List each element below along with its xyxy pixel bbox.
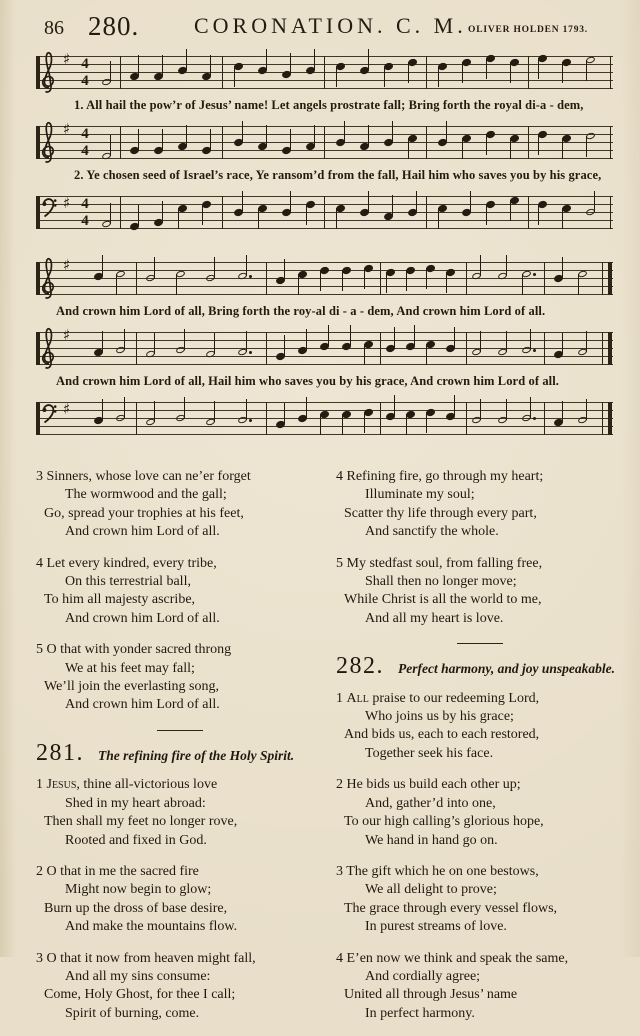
verse-line: And sanctify the whole.: [365, 524, 499, 540]
barline: [324, 196, 325, 229]
note-stem: [368, 49, 369, 70]
time-signature-digit: 4: [81, 142, 89, 159]
note-stem: [416, 191, 417, 212]
music-staff-treble: [36, 120, 613, 159]
note-stem: [454, 327, 455, 348]
note-stem: [446, 121, 447, 142]
time-signature-digit: 4: [81, 212, 89, 229]
verse-line: 4 Let every kindred, every tribe,: [36, 555, 217, 571]
note-stem: [414, 325, 415, 346]
note-stem: [154, 333, 155, 354]
hymn-verse: [36, 863, 324, 937]
verse-line: Go, spread your trophies at his feet,: [44, 505, 244, 521]
verse-line: 4 E’en now we think and speak the same,: [336, 950, 569, 966]
verse-line: 1 All praise to our redeeming Lord,: [336, 690, 540, 706]
time-signature: [78, 196, 92, 229]
note-stem: [486, 204, 487, 225]
verse-line: In perfect harmony.: [365, 1005, 475, 1021]
verse-line: And crown him Lord of all.: [65, 524, 220, 540]
verse-line: Spirit of burning, come.: [65, 1005, 200, 1021]
music-staff-treble: [36, 326, 613, 365]
note-stem: [506, 399, 507, 420]
barline: [120, 56, 121, 89]
note-stem: [124, 397, 125, 418]
note-stem: [246, 255, 247, 276]
verse-line: 3 O that it now from heaven might fall,: [36, 950, 256, 966]
time-signature-digit: 4: [81, 72, 89, 89]
final-barline-thin: [602, 402, 603, 435]
barline: [380, 332, 381, 365]
treble-clef-icon: [39, 48, 57, 98]
verse-line: Then shall my feet no longer rove,: [44, 814, 238, 830]
note-stem: [110, 61, 111, 82]
note-stem: [426, 412, 427, 433]
barline: [266, 402, 267, 435]
final-barline-thin: [602, 332, 603, 365]
note-stem: [394, 395, 395, 416]
note-stem: [506, 331, 507, 352]
augmentation-dot: [249, 275, 252, 278]
note-stem: [368, 191, 369, 212]
note-stem: [138, 55, 139, 76]
note-stem: [102, 331, 103, 352]
verse-line: Illuminate my soul;: [365, 487, 475, 503]
note-stem: [162, 55, 163, 76]
note-stem: [368, 125, 369, 146]
section-divider: [457, 643, 503, 644]
system-left-barline: [36, 402, 40, 435]
note-stem: [522, 274, 523, 295]
note-stem: [486, 58, 487, 79]
hymn-verse: [36, 950, 324, 1024]
final-barline-thick: [608, 262, 612, 295]
verse-line: And crown him Lord of all.: [65, 610, 220, 626]
barline: [120, 196, 121, 229]
note-stem: [510, 62, 511, 83]
hymn-verse: [336, 468, 624, 542]
barline: [380, 262, 381, 295]
note-stem: [392, 121, 393, 142]
verse-line: And bids us, each to each restored,: [344, 727, 540, 743]
note-stem: [342, 414, 343, 435]
note-stem: [284, 259, 285, 280]
note-stem: [162, 201, 163, 222]
augmentation-dot: [533, 349, 536, 352]
verse-line: The grace through every vessel flows,: [344, 900, 558, 916]
barline: [544, 332, 545, 365]
key-signature-sharp: ♯: [63, 50, 71, 68]
key-signature-sharp: ♯: [63, 256, 71, 274]
note-stem: [538, 204, 539, 225]
verse-line: Come, Holy Ghost, for thee I call;: [44, 987, 236, 1003]
note-stem: [384, 66, 385, 87]
music-staff-bass: [36, 196, 613, 229]
hymn-heading: [36, 739, 324, 766]
augmentation-dot: [249, 419, 252, 422]
hymn-heading-number: 282.: [336, 653, 384, 680]
note-stem: [594, 191, 595, 212]
hymn-number: 280.: [88, 11, 140, 41]
barline: [222, 196, 223, 229]
page-number: 86: [44, 17, 64, 39]
note-stem: [562, 208, 563, 229]
note-stem: [336, 208, 337, 229]
verse-line: We at his feet may fall;: [65, 660, 195, 676]
score-lyric-line: 2. Ye chosen seed of Israel’s race, Ye ransom’d from the fall, Hail him who saves you by his grace,: [74, 168, 602, 182]
note-stem: [314, 125, 315, 146]
note-stem: [210, 55, 211, 76]
note-stem: [320, 414, 321, 435]
note-stem: [438, 66, 439, 87]
verse-line: And cordially agree;: [365, 968, 481, 984]
hymn-verse: [336, 690, 624, 764]
barline: [426, 196, 427, 229]
barline: [136, 402, 137, 435]
note-stem: [202, 204, 203, 225]
note-stem: [586, 399, 587, 420]
note-stem: [246, 399, 247, 420]
left-text-column: [36, 468, 324, 1036]
bass-clef-icon: [41, 197, 57, 221]
note-stem: [538, 58, 539, 79]
barline: [324, 56, 325, 89]
verse-line: Scatter thy life through every part,: [344, 505, 537, 521]
note-stem: [562, 257, 563, 278]
note-stem: [124, 329, 125, 350]
verse-line: Who joins us by his grace;: [365, 709, 514, 725]
hymn-verse: [336, 863, 624, 937]
verse-line: To him all majesty ascribe,: [44, 592, 196, 608]
hymn-verse: [36, 555, 324, 629]
note-stem: [214, 257, 215, 278]
note-stem: [328, 325, 329, 346]
score-lyric-line: And crown him Lord of all, Bring forth the roy-al di - a - dem, And crown him Lord of all.: [56, 304, 546, 318]
verse-line: 3 Sinners, whose love can ne’er forget: [36, 469, 251, 484]
barline: [610, 126, 611, 159]
barline: [136, 262, 137, 295]
note-stem: [438, 208, 439, 229]
note-stem: [258, 208, 259, 229]
note-stem: [138, 205, 139, 226]
note-stem: [314, 49, 315, 70]
barline: [610, 56, 611, 89]
note-stem: [110, 203, 111, 224]
note-stem: [102, 255, 103, 276]
note-stem: [426, 344, 427, 365]
barline: [544, 262, 545, 295]
hymn-verse: [36, 776, 324, 850]
note-stem: [102, 399, 103, 420]
note-stem: [154, 401, 155, 422]
hymn-verse: [336, 950, 624, 1024]
note-stem: [470, 191, 471, 212]
verse-line: In purest streams of love.: [365, 919, 507, 935]
music-staff-treble: [36, 50, 613, 89]
verse-line: 2 O that in me the sacred fire: [36, 863, 199, 879]
barline: [466, 402, 467, 435]
note-stem: [284, 335, 285, 356]
note-stem: [344, 121, 345, 142]
note-stem: [184, 397, 185, 418]
key-signature-sharp: ♯: [63, 326, 71, 344]
verse-line: Shall then no longer move;: [365, 574, 517, 590]
hymn-heading-caption: The refining fire of the Holy Spirit.: [98, 747, 295, 763]
note-stem: [578, 274, 579, 295]
time-signature-digit: 4: [81, 56, 89, 72]
section-divider: [157, 730, 203, 731]
verse-line: 5 My stedfast soul, from falling free,: [336, 555, 543, 571]
music-system: [36, 50, 613, 229]
verse-line: Shed in my heart abroad:: [65, 795, 206, 811]
note-stem: [480, 331, 481, 352]
note-stem: [462, 138, 463, 159]
note-stem: [184, 329, 185, 350]
augmentation-dot: [533, 417, 536, 420]
music-staff-treble: [36, 256, 613, 295]
note-stem: [506, 255, 507, 276]
barline: [528, 56, 529, 89]
note-stem: [298, 274, 299, 295]
barline: [266, 332, 267, 365]
note-stem: [462, 62, 463, 83]
note-stem: [480, 399, 481, 420]
note-stem: [342, 270, 343, 291]
note-stem: [234, 66, 235, 87]
note-stem: [306, 397, 307, 418]
note-stem: [284, 403, 285, 424]
verse-line: Rooted and fixed in God.: [65, 832, 207, 848]
note-stem: [586, 331, 587, 352]
final-barline-thick: [608, 332, 612, 365]
barline: [610, 196, 611, 229]
verse-line: 1 Jesus, thine all-victorious love: [36, 777, 218, 793]
barline: [466, 332, 467, 365]
note-stem: [242, 121, 243, 142]
note-stem: [320, 270, 321, 291]
note-stem: [562, 62, 563, 83]
note-stem: [364, 412, 365, 433]
time-signature: [78, 56, 92, 89]
augmentation-dot: [249, 351, 252, 354]
verse-line: 3 The gift which he on one bestows,: [336, 863, 539, 879]
treble-clef-icon: [39, 324, 57, 374]
verse-line: And make the mountains flow.: [65, 919, 238, 935]
note-stem: [586, 136, 587, 157]
key-signature-sharp: ♯: [63, 194, 71, 212]
verse-line: And all my sins consume:: [65, 968, 211, 984]
treble-clef-icon: [39, 254, 57, 304]
barline: [466, 262, 467, 295]
verse-line: We hand in hand go on.: [365, 832, 498, 848]
hymn-heading-number: 281.: [36, 739, 84, 766]
barline: [544, 402, 545, 435]
note-stem: [186, 125, 187, 146]
note-stem: [350, 325, 351, 346]
note-stem: [266, 49, 267, 70]
note-stem: [214, 333, 215, 354]
system-left-barline: [36, 196, 40, 229]
time-signature: [78, 126, 92, 159]
verse-line: Together seek his face.: [365, 745, 494, 761]
note-stem: [306, 329, 307, 350]
note-stem: [530, 329, 531, 350]
note-stem: [178, 208, 179, 229]
note-stem: [530, 397, 531, 418]
time-signature-digit: 4: [81, 196, 89, 212]
verse-line: And crown him Lord of all.: [65, 697, 220, 713]
verse-line: United all through Jesus’ name: [344, 987, 518, 1003]
composer-credit: OLIVER HOLDEN 1793.: [468, 25, 588, 35]
music-score: [36, 50, 613, 435]
note-stem: [290, 191, 291, 212]
verse-line: To our high calling’s glorious hope,: [344, 814, 544, 830]
note-stem: [510, 138, 511, 159]
verse-line: On this terrestrial ball,: [65, 574, 191, 590]
barline: [324, 126, 325, 159]
note-stem: [394, 327, 395, 348]
note-stem: [406, 270, 407, 291]
note-stem: [454, 395, 455, 416]
barline: [136, 332, 137, 365]
key-signature-sharp: ♯: [63, 120, 71, 138]
right-text-column: [336, 468, 624, 1036]
treble-clef-icon: [39, 118, 57, 168]
verse-line: We’ll join the everlasting song,: [44, 679, 219, 695]
note-stem: [408, 62, 409, 83]
barline: [222, 56, 223, 89]
verse-line: 5 O that with yonder sacred throng: [36, 642, 232, 658]
verse-line: We all delight to prove;: [365, 882, 497, 898]
key-signature-sharp: ♯: [63, 400, 71, 418]
bass-clef-icon: [41, 403, 57, 427]
note-stem: [246, 331, 247, 352]
hymn-verse: [36, 641, 324, 715]
final-barline-thick: [608, 402, 612, 435]
verse-line: While Christ is all the world to me,: [344, 592, 542, 608]
note-stem: [364, 268, 365, 289]
note-stem: [306, 204, 307, 225]
note-stem: [562, 401, 563, 422]
verse-line: Might now begin to glow;: [65, 882, 212, 898]
note-stem: [510, 200, 511, 221]
note-stem: [408, 138, 409, 159]
note-stem: [266, 125, 267, 146]
note-stem: [364, 344, 365, 365]
note-stem: [110, 135, 111, 156]
note-stem: [214, 401, 215, 422]
note-stem: [290, 53, 291, 74]
small-caps-word: Jesus: [46, 777, 77, 793]
hymn-heading-caption: Perfect harmony, and joy unspeakable.: [398, 661, 615, 677]
verse-line: And all my heart is love.: [365, 610, 504, 626]
verse-line: 2 He bids us build each other up;: [336, 777, 521, 793]
note-stem: [562, 138, 563, 159]
score-lyric-line: And crown him Lord of all, Hail him who saves you by his grace, And crown him Lord of all.: [56, 374, 560, 388]
note-stem: [176, 274, 177, 295]
note-stem: [538, 134, 539, 155]
note-stem: [446, 272, 447, 293]
score-lyric-line: 1. All hail the pow’r of Jesus’ name! Let angels prostrate fall; Bring forth the royal di-a - dem,: [74, 98, 584, 112]
hymn-verse: [336, 776, 624, 850]
verse-line: Burn up the dross of base desire,: [44, 900, 228, 916]
note-stem: [480, 255, 481, 276]
note-stem: [562, 333, 563, 354]
barline: [380, 402, 381, 435]
small-caps-word: All: [346, 690, 369, 706]
note-stem: [116, 274, 117, 295]
hymn-verse: [336, 555, 624, 629]
note-stem: [386, 272, 387, 293]
barline: [426, 126, 427, 159]
note-stem: [406, 414, 407, 435]
note-stem: [210, 129, 211, 150]
music-system: [36, 256, 613, 435]
barline: [266, 262, 267, 295]
note-stem: [154, 257, 155, 278]
tune-title: CORONATION. C. M.: [194, 13, 467, 38]
note-stem: [242, 191, 243, 212]
hymn-heading: [336, 653, 624, 680]
note-stem: [290, 129, 291, 150]
verse-line: And, gather’d into one,: [365, 795, 496, 811]
barline: [528, 126, 529, 159]
note-stem: [426, 268, 427, 289]
hymn-verse: [36, 468, 324, 542]
music-staff-bass: [36, 402, 613, 435]
note-stem: [162, 129, 163, 150]
barline: [528, 196, 529, 229]
note-stem: [392, 195, 393, 216]
note-stem: [586, 60, 587, 81]
time-signature-digit: 4: [81, 126, 89, 142]
note-stem: [336, 66, 337, 87]
note-stem: [486, 134, 487, 155]
note-stem: [138, 129, 139, 150]
barline: [120, 126, 121, 159]
barline: [426, 56, 427, 89]
barline: [222, 126, 223, 159]
verse-line: 4 Refining fire, go through my heart;: [336, 469, 544, 484]
augmentation-dot: [533, 273, 536, 276]
verse-line: The wormwood and the gall;: [65, 487, 227, 503]
note-stem: [186, 49, 187, 70]
final-barline-thin: [602, 262, 603, 295]
